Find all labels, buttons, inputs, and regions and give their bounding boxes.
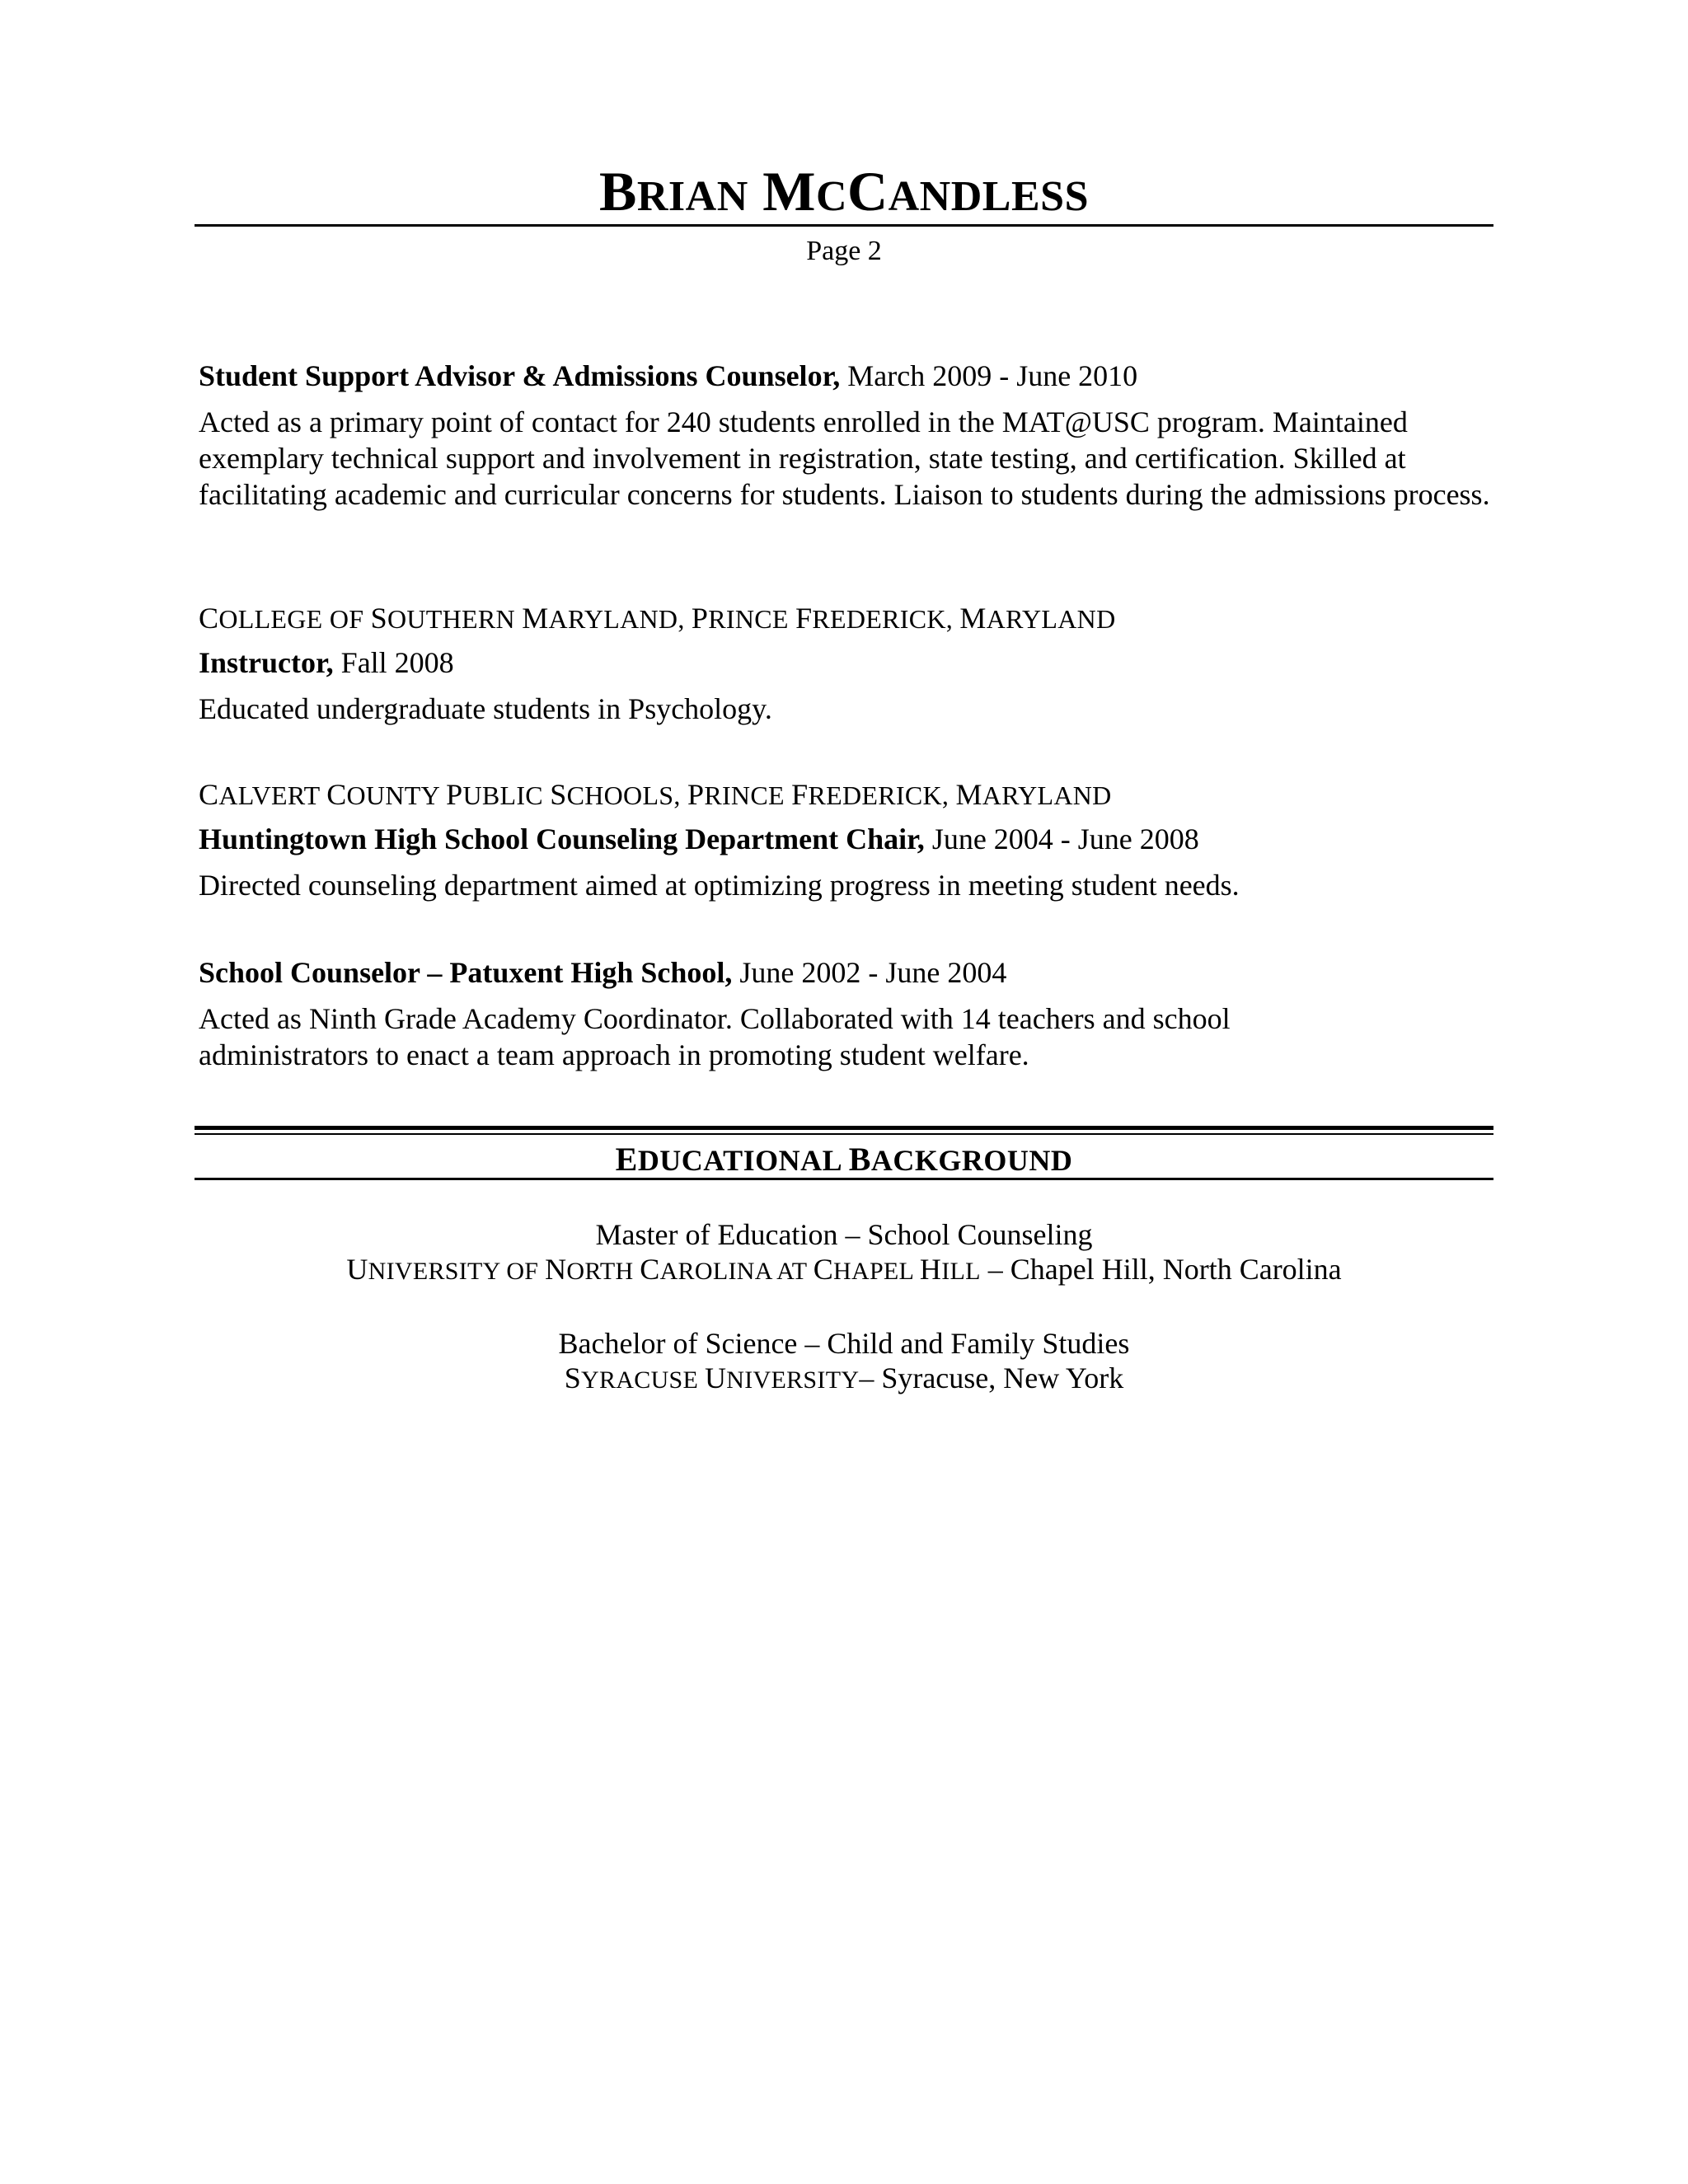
- job-title: Instructor,: [199, 646, 334, 679]
- employer-name: CALVERT COUNTY PUBLIC SCHOOLS, PRINCE FREDERICK, MARYLAND: [199, 778, 1112, 811]
- employer-name: COLLEGE OF SOUTHERN MARYLAND, PRINCE FREDERICK, MARYLAND: [199, 602, 1116, 635]
- job-description: Educated undergraduate students in Psychology.: [199, 692, 772, 725]
- institution: UNIVERSITY OF NORTH CAROLINA AT CHAPEL HILL – Chapel Hill, North Carolina: [346, 1253, 1342, 1286]
- degree-title: Bachelor of Science – Child and Family Studies: [558, 1327, 1130, 1360]
- job-description: Acted as Ninth Grade Academy Coordinator. Collaborated with 14 teachers and school administrators to enact a team approach in promoting student welfare.: [199, 1002, 1231, 1071]
- job-dates: June 2004 - June 2008: [924, 823, 1199, 855]
- section-title-education: EDUCATIONAL BACKGROUND: [615, 1141, 1073, 1178]
- job-dates: March 2009 - June 2010: [840, 359, 1138, 392]
- job-dates: Fall 2008: [333, 646, 454, 679]
- job-heading: [199, 954, 1493, 991]
- job-description: Acted as a primary point of contact for 240 students enrolled in the MAT@USC program. Maintained exemplary technical support and involvement in registration, state testing, and certification. Skilled at facilitating academic and curricular concerns for students. Liaison to students during the admissions process.: [199, 405, 1490, 511]
- section-rule-bottom: [195, 1178, 1493, 1180]
- section-rule-thin: [195, 1133, 1493, 1135]
- job-heading: [199, 644, 1493, 681]
- page-number: Page 2: [806, 236, 882, 266]
- resume-name: BRIAN MCCANDLESS: [599, 160, 1089, 223]
- job-heading: [199, 821, 1493, 857]
- job-dates: June 2002 - June 2004: [732, 956, 1007, 989]
- job-title: Huntingtown High School Counseling Department Chair,: [199, 823, 925, 855]
- section-rule-thick: [195, 1126, 1493, 1130]
- job-title: School Counselor – Patuxent High School,: [199, 956, 733, 989]
- job-title: Student Support Advisor & Admissions Counselor,: [199, 359, 841, 392]
- header-rule: [195, 224, 1493, 227]
- degree-title: Master of Education – School Counseling: [595, 1218, 1093, 1251]
- job-description: Directed counseling department aimed at optimizing progress in meeting student needs.: [199, 869, 1240, 902]
- institution: SYRACUSE UNIVERSITY– Syracuse, New York: [564, 1361, 1124, 1394]
- job-heading: [199, 358, 1493, 394]
